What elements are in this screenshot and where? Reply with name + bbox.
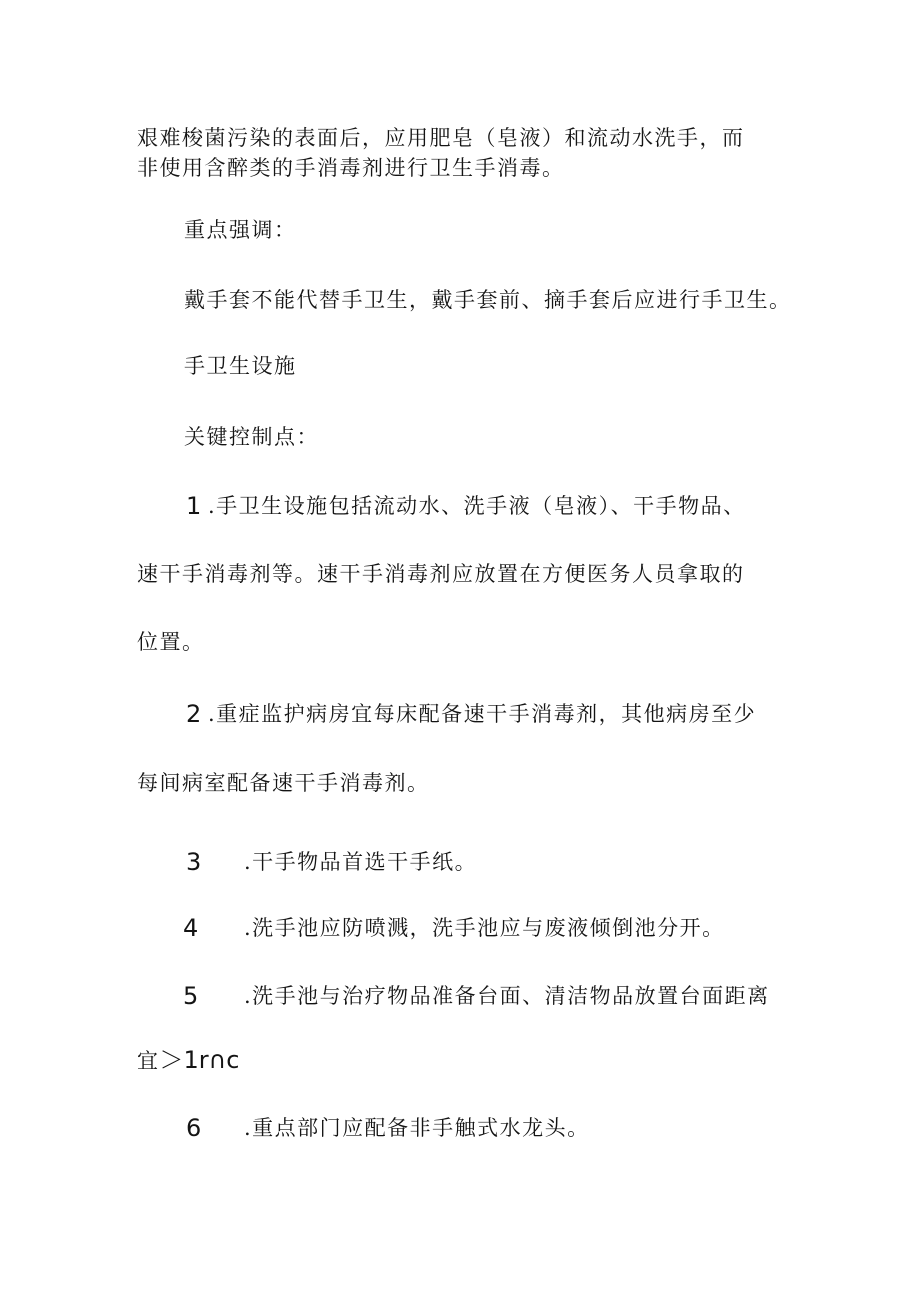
item-3-line-1: .干手物品首选干手纸。 bbox=[244, 850, 478, 874]
item-5-continuation bbox=[137, 1048, 239, 1072]
control-points-heading: 关键控制点： bbox=[184, 425, 319, 449]
item-2-number: 2 bbox=[186, 700, 202, 728]
item-5-continuation-value: ＞1r∩c bbox=[159, 1046, 240, 1074]
item-5-line-1: .洗手池与治疗物品准备台面、清洁物品放置台面距离 bbox=[244, 984, 770, 1008]
item-6-line-1: .重点部门应配备非手触式水龙头。 bbox=[244, 1116, 590, 1140]
item-3-number: 3 bbox=[186, 848, 202, 876]
emphasis-text: 戴手套不能代替手卫生，戴手套前、摘手套后应进行手卫生。 bbox=[184, 288, 792, 312]
item-4-number: 4 bbox=[183, 914, 199, 942]
item-1-number: 1 bbox=[186, 492, 202, 520]
intro-line-2: 非使用含醉类的手消毒剂进行卫生手消毒。 bbox=[137, 156, 565, 180]
item-5-number: 5 bbox=[183, 982, 199, 1010]
item-5-continuation-prefix: 宜 bbox=[137, 1049, 160, 1073]
emphasis-heading: 重点强调： bbox=[184, 218, 297, 242]
item-1-line-3: 位置。 bbox=[137, 630, 205, 654]
item-2-line-2: 每间病室配备速干手消毒剂。 bbox=[137, 771, 430, 795]
item-6-number: 6 bbox=[186, 1114, 202, 1142]
item-4-line-1: .洗手池应防喷溅，洗手池应与废液倾倒池分开。 bbox=[244, 916, 725, 940]
item-1-line-2: 速干手消毒剂等。速干手消毒剂应放置在方便医务人员拿取的 bbox=[137, 562, 745, 586]
item-1-line-1: .手卫生设施包括流动水、洗手液（皂液）、干手物品、 bbox=[208, 494, 746, 518]
section-title: 手卫生设施 bbox=[184, 354, 297, 378]
item-2-line-1: .重症监护病房宜每床配备速干手消毒剂，其他病房至少 bbox=[208, 702, 757, 726]
intro-line-1: 艰难梭菌污染的表面后，应用肥皂（皂液）和流动水洗手，而 bbox=[137, 126, 745, 150]
